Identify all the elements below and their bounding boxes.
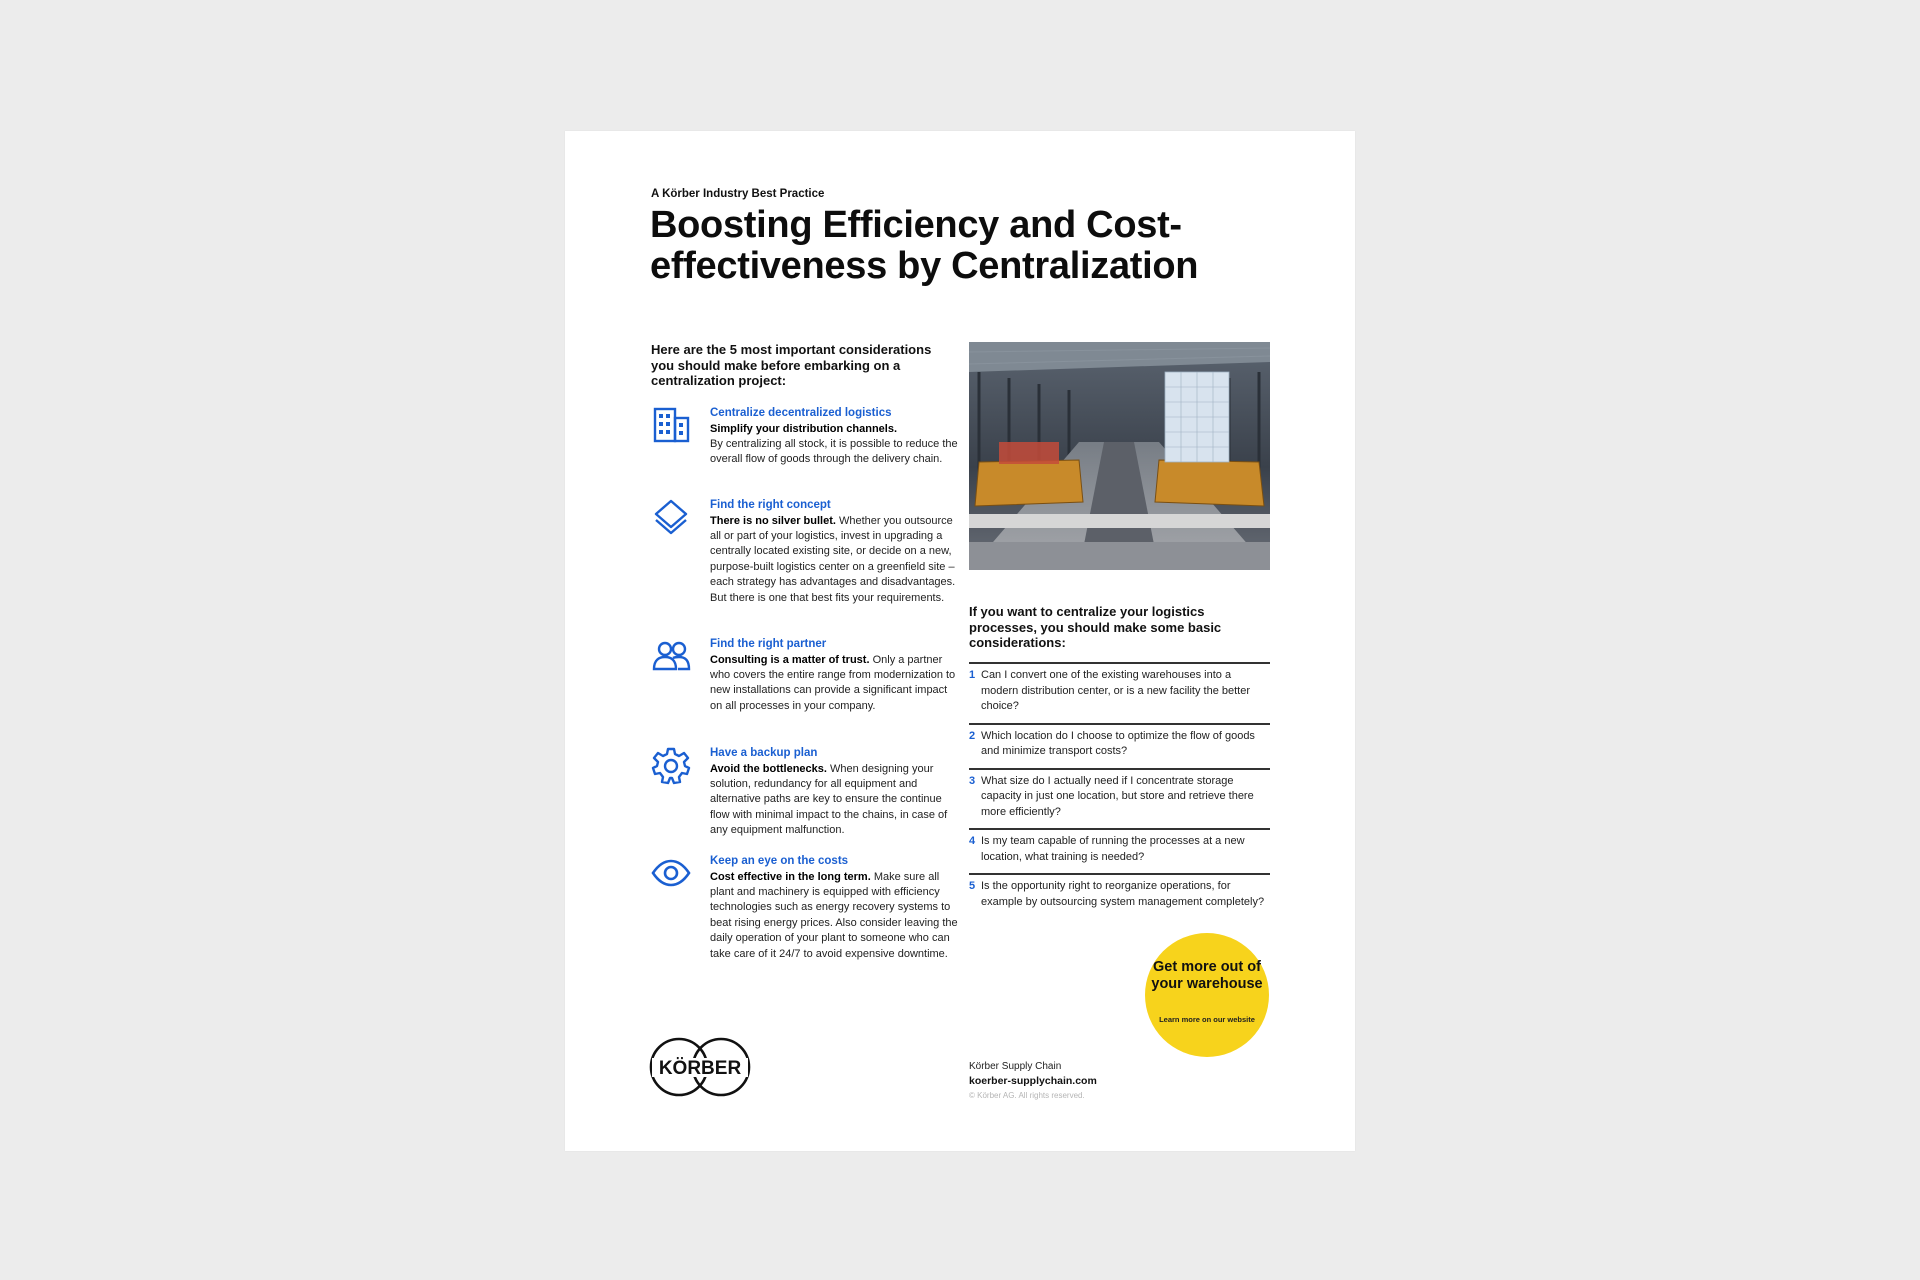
question-item <box>969 828 1270 873</box>
consideration-title: Centralize decentralized logistics <box>710 407 892 419</box>
consideration-lead: Cost effective in the long term. <box>710 870 871 883</box>
consideration-lead: Avoid the bottlenecks. <box>710 762 827 775</box>
document-page <box>565 131 1355 1151</box>
layers-icon <box>651 497 691 537</box>
consideration-item <box>651 854 961 994</box>
consideration-item <box>651 406 961 498</box>
consideration-item <box>651 498 961 637</box>
eyebrow-label: A Körber Industry Best Practice <box>651 188 825 200</box>
cta-heading: Get more out of your warehouse <box>1151 959 1263 992</box>
consideration-text: Whether you outsource all or part of your logistics, invest in upgrading a centrally located existing site, or decide on a new, purpose-built logistics center on a greenfield site – each strategy has advantages and disadvantages. But there is one that best fits your requirements. <box>710 514 956 604</box>
consideration-body <box>710 762 961 839</box>
question-number: 1 <box>969 669 976 681</box>
people-icon <box>651 636 691 676</box>
footer-company: Körber Supply Chain <box>969 1061 1062 1072</box>
building-icon <box>651 405 691 445</box>
question-item <box>969 873 1270 918</box>
question-number: 5 <box>969 880 976 892</box>
question-text: Which location do I choose to optimize the flow of goods and minimize transport costs? <box>981 729 1255 757</box>
question-item <box>969 768 1270 829</box>
korber-logo <box>645 1036 755 1096</box>
question-item <box>969 662 1270 723</box>
questions-heading: If you want to centralize your logistics processes, you should make some basic considerations: <box>969 604 1222 650</box>
consideration-title: Keep an eye on the costs <box>710 855 849 867</box>
questions-list <box>969 662 1270 918</box>
question-text: Is my team capable of running the processes at a new location, what training is needed? <box>981 835 1245 863</box>
footer-copyright: © Körber AG. All rights reserved. <box>969 1091 1085 1100</box>
gear-icon <box>651 745 691 785</box>
cta-subtext: Learn more on our website <box>1159 1015 1255 1024</box>
intro-text: Here are the 5 most important considerations you should make before embarking on a centralization project: <box>651 342 932 388</box>
svg-text:KÖRBER: KÖRBER <box>658 1058 742 1079</box>
consideration-title: Have a backup plan <box>710 747 818 759</box>
consideration-title: Find the right concept <box>710 499 831 511</box>
consideration-lead: Consulting is a matter of trust. <box>710 653 870 666</box>
footer-website-link[interactable]: koerber-supplychain.com <box>969 1075 1097 1087</box>
consideration-lead: Simplify your distribution channels. <box>710 422 898 435</box>
consideration-body <box>710 653 961 715</box>
question-item <box>969 723 1270 768</box>
consideration-title: Find the right partner <box>710 638 827 650</box>
document-title: Boosting Efficiency and Cost-effectiveness by Centralization <box>650 204 1199 287</box>
warehouse-photo <box>969 342 1270 570</box>
question-number: 2 <box>969 729 976 742</box>
question-number: 4 <box>969 835 976 847</box>
warehouse-cta-badge[interactable] <box>1145 933 1269 1057</box>
question-text: Can I convert one of the existing warehouses into a modern distribution center, or is a new facility the better choice? <box>981 669 1251 712</box>
eye-icon <box>651 853 691 893</box>
footer <box>969 1059 1229 1103</box>
consideration-text: By centralizing all stock, it is possible to reduce the overall flow of goods through the delivery chain. <box>710 437 958 466</box>
question-text: What size do I actually need if I concentrate storage capacity in just one location, but store and retrieve there more efficiently? <box>981 774 1254 818</box>
consideration-body <box>710 870 961 962</box>
considerations-list <box>651 406 961 994</box>
consideration-item <box>651 637 961 746</box>
consideration-body <box>710 422 961 468</box>
consideration-lead: There is no silver bullet. <box>710 514 836 527</box>
consideration-text: Make sure all plant and machinery is equipped with efficiency technologies such as energy recovery systems to beat rising energy prices. Also consider leaving the daily operation of your plant to someone who can take care of it 24/7 to avoid expensive downtime. <box>710 870 958 960</box>
consideration-item <box>651 746 961 854</box>
question-text: Is the opportunity right to reorganize operations, for example by outsourcing system management completely? <box>981 880 1265 908</box>
question-number: 3 <box>969 774 976 787</box>
consideration-text: When designing your solution, redundancy for all equipment and alternative paths are key to ensure the continue flow with minimal impact to the chains, in case of any equipment malfunction. <box>710 762 948 837</box>
consideration-text: Only a partner who covers the entire range from modernization to new installations can provide a significant impact on all processes in your company. <box>710 653 956 712</box>
consideration-body <box>710 514 961 606</box>
